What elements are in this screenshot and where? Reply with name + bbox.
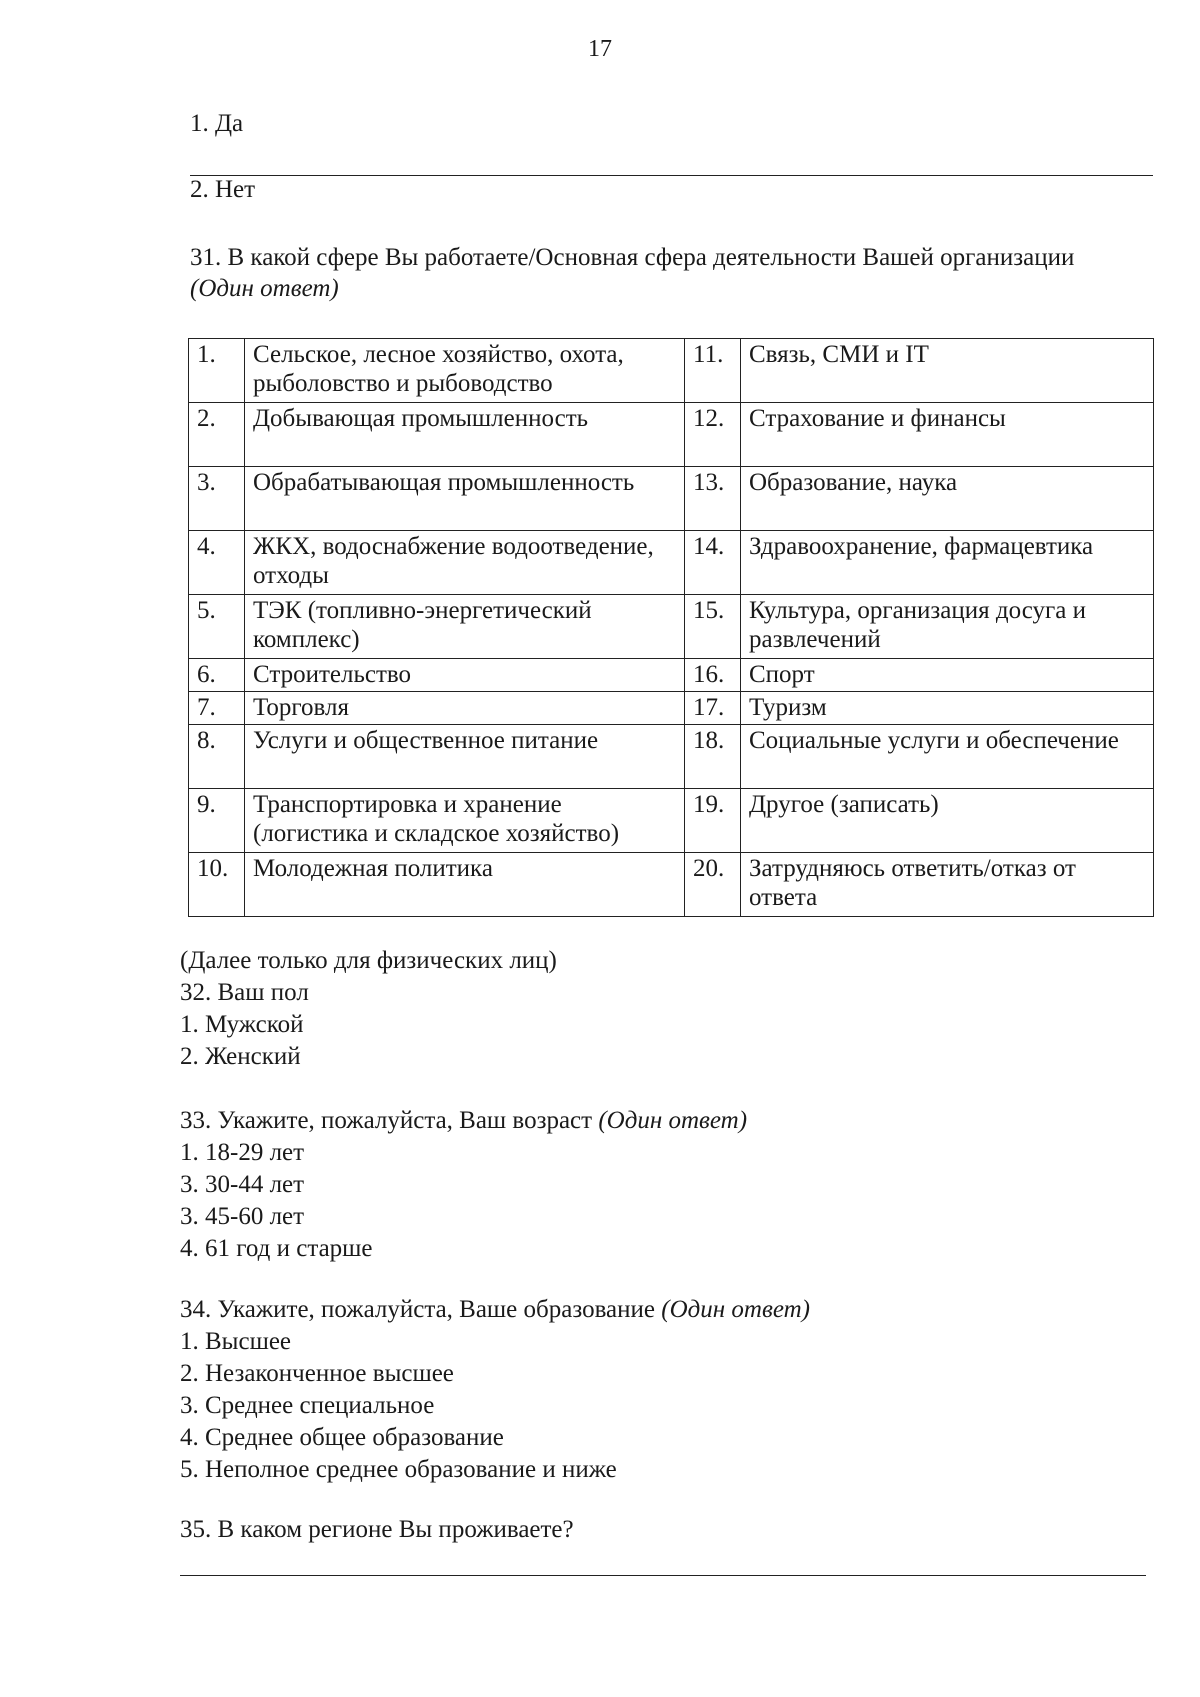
sector-label: Культура, организация досуга и развлечений xyxy=(741,595,1154,659)
q34-option: 3. Среднее специальное xyxy=(180,1392,435,1419)
sector-label: Страхование и финансы xyxy=(741,403,1154,467)
page-number: 17 xyxy=(588,36,612,62)
sector-number: 10. xyxy=(189,853,245,917)
table-row xyxy=(189,339,1154,403)
q34-text: 34. Укажите, пожалуйста, Ваше образование xyxy=(180,1296,655,1323)
sector-label: Спорт xyxy=(741,659,1154,692)
sector-number: 15. xyxy=(685,595,741,659)
sector-number: 1. xyxy=(189,339,245,403)
sector-label: Торговля xyxy=(245,692,685,725)
q34-block xyxy=(180,1294,810,1486)
sector-label: Туризм xyxy=(741,692,1154,725)
q32-block xyxy=(180,945,557,1073)
q34-option: 5. Неполное среднее образование и ниже xyxy=(180,1456,617,1483)
table-row xyxy=(189,659,1154,692)
sector-number: 12. xyxy=(685,403,741,467)
q33-note: (Один ответ) xyxy=(598,1107,748,1134)
sector-label: ТЭК (топливно-энергетический комплекс) xyxy=(245,595,685,659)
sector-label: Другое (записать) xyxy=(741,789,1154,853)
sector-number: 14. xyxy=(685,531,741,595)
table-row xyxy=(189,531,1154,595)
sector-number: 18. xyxy=(685,725,741,789)
sectors-table xyxy=(188,338,1154,917)
sector-number: 3. xyxy=(189,467,245,531)
q34-note: (Один ответ) xyxy=(661,1296,810,1323)
q33-option: 3. 30-44 лет xyxy=(180,1171,305,1198)
sector-label: Связь, СМИ и IT xyxy=(741,339,1154,403)
prev-option-1: 1. Да xyxy=(190,110,244,137)
table-row xyxy=(189,467,1154,531)
prev-option-2: 2. Нет xyxy=(190,176,256,203)
sector-label: Затрудняюсь ответить/отказ от ответа xyxy=(741,853,1154,917)
q33-block xyxy=(180,1105,747,1265)
sector-label: Сельское, лесное хозяйство, охота, рыболовство и рыбоводство xyxy=(245,339,685,403)
sector-number: 17. xyxy=(685,692,741,725)
sector-number: 2. xyxy=(189,403,245,467)
table-row xyxy=(189,853,1154,917)
sector-label: Добывающая промышленность xyxy=(245,403,685,467)
sector-label: Социальные услуги и обеспечение xyxy=(741,725,1154,789)
q34-question xyxy=(180,1294,810,1326)
q32-text: 32. Ваш пол xyxy=(180,979,309,1006)
sector-label: Здравоохранение, фармацевтика xyxy=(741,531,1154,595)
sector-number: 5. xyxy=(189,595,245,659)
sector-number: 9. xyxy=(189,789,245,853)
q33-question xyxy=(180,1105,747,1137)
table-row xyxy=(189,692,1154,725)
q33-option: 3. 45-60 лет xyxy=(180,1203,305,1230)
sector-label: Образование, наука xyxy=(741,467,1154,531)
q31-note: (Один ответ) xyxy=(190,275,339,302)
sector-number: 13. xyxy=(685,467,741,531)
answer-line xyxy=(180,1575,1146,1576)
sector-label: Обрабатывающая промышленность xyxy=(245,467,685,531)
sector-number: 6. xyxy=(189,659,245,692)
sector-label: Услуги и общественное питание xyxy=(245,725,685,789)
sector-number: 7. xyxy=(189,692,245,725)
q34-option: 4. Среднее общее образование xyxy=(180,1424,504,1451)
q35-text: 35. В каком регионе Вы проживаете? xyxy=(180,1516,574,1543)
q34-option: 1. Высшее xyxy=(180,1328,292,1355)
q33-option: 1. 18-29 лет xyxy=(180,1139,305,1166)
sector-number: 4. xyxy=(189,531,245,595)
sector-label: Строительство xyxy=(245,659,685,692)
sector-number: 16. xyxy=(685,659,741,692)
sector-label: Транспортировка и хранение (логистика и складское хозяйство) xyxy=(245,789,685,853)
q32-option: 1. Мужской xyxy=(180,1011,304,1038)
sector-number: 8. xyxy=(189,725,245,789)
individuals-note: (Далее только для физических лиц) xyxy=(180,947,557,974)
q33-option: 4. 61 год и старше xyxy=(180,1235,373,1262)
sector-label: Молодежная политика xyxy=(245,853,685,917)
table-row xyxy=(189,725,1154,789)
q32-option: 2. Женский xyxy=(180,1043,301,1070)
sector-label: ЖКХ, водоснабжение водоотведение, отходы xyxy=(245,531,685,595)
q34-option: 2. Незаконченное высшее xyxy=(180,1360,454,1387)
table-row xyxy=(189,789,1154,853)
q33-text: 33. Укажите, пожалуйста, Ваш возраст xyxy=(180,1107,593,1134)
q31-text: 31. В какой сфере Вы работаете/Основная сфера деятельности Вашей организации xyxy=(190,244,1075,271)
answer-line xyxy=(190,175,1153,176)
sector-number: 19. xyxy=(685,789,741,853)
table-row xyxy=(189,403,1154,467)
sector-number: 11. xyxy=(685,339,741,403)
table-row xyxy=(189,595,1154,659)
sector-number: 20. xyxy=(685,853,741,917)
